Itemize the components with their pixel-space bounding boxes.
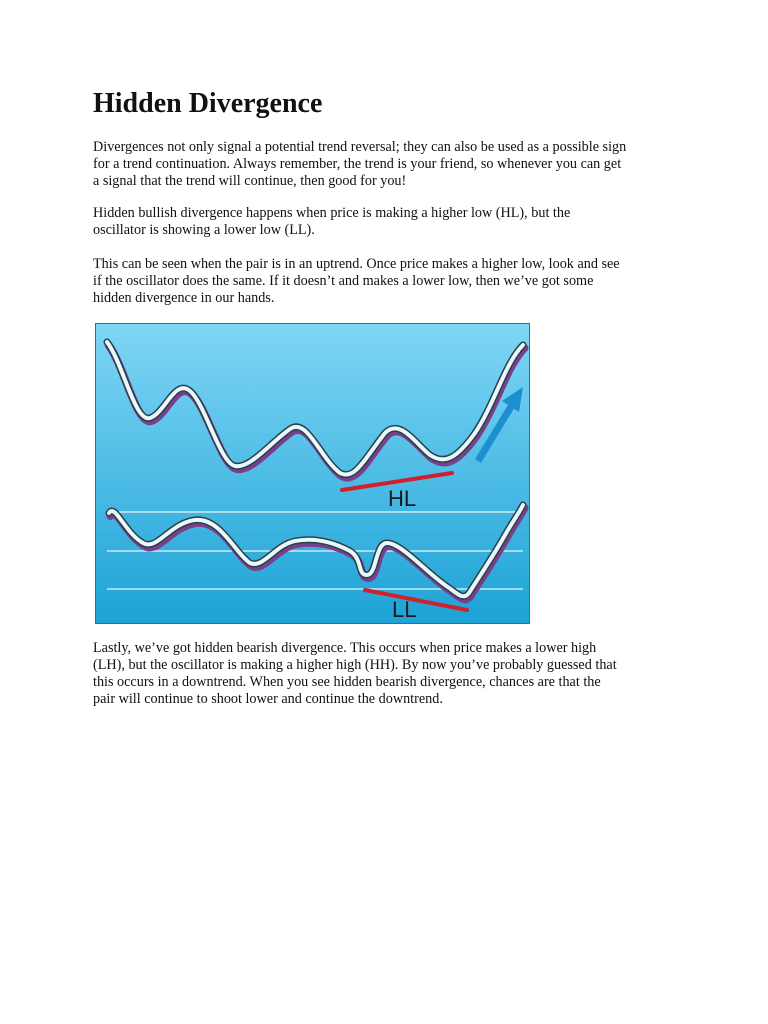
paragraph-intro: Divergences not only signal a potential trend reversal; they can also be used as a possible sign for a trend continuation. Always remember, the trend is your friend, so whenever you can get a signal that the trend will continue, then good for you! xyxy=(93,139,627,189)
hidden-bullish-divergence-illustration xyxy=(95,323,530,624)
paragraph-bearish-divergence: Lastly, we’ve got hidden bearish divergence. This occurs when price makes a lower high (LH), but the oscillator is making a higher high (HH). By now you’ve probably guessed that this occurs in a downtrend. When you see hidden bearish divergence, chances are that the pair will continue to shoot lower and continue the downtrend. xyxy=(93,640,617,707)
divergence-diagram xyxy=(95,323,530,624)
diagram-background xyxy=(96,324,530,624)
ll-label: LL xyxy=(392,597,417,622)
paragraph-uptrend-explanation: This can be seen when the pair is in an uptrend. Once price makes a higher low, look and see if the oscillator does the same. If it doesn’t and makes a lower low, then we’ve got some hidden divergence in our hands. xyxy=(93,256,620,306)
hl-label: HL xyxy=(388,486,417,511)
page-title: Hidden Divergence xyxy=(93,88,323,119)
paragraph-bullish-definition: Hidden bullish divergence happens when price is making a higher low (HL), but the oscillator is showing a lower low (LL). xyxy=(93,205,571,238)
